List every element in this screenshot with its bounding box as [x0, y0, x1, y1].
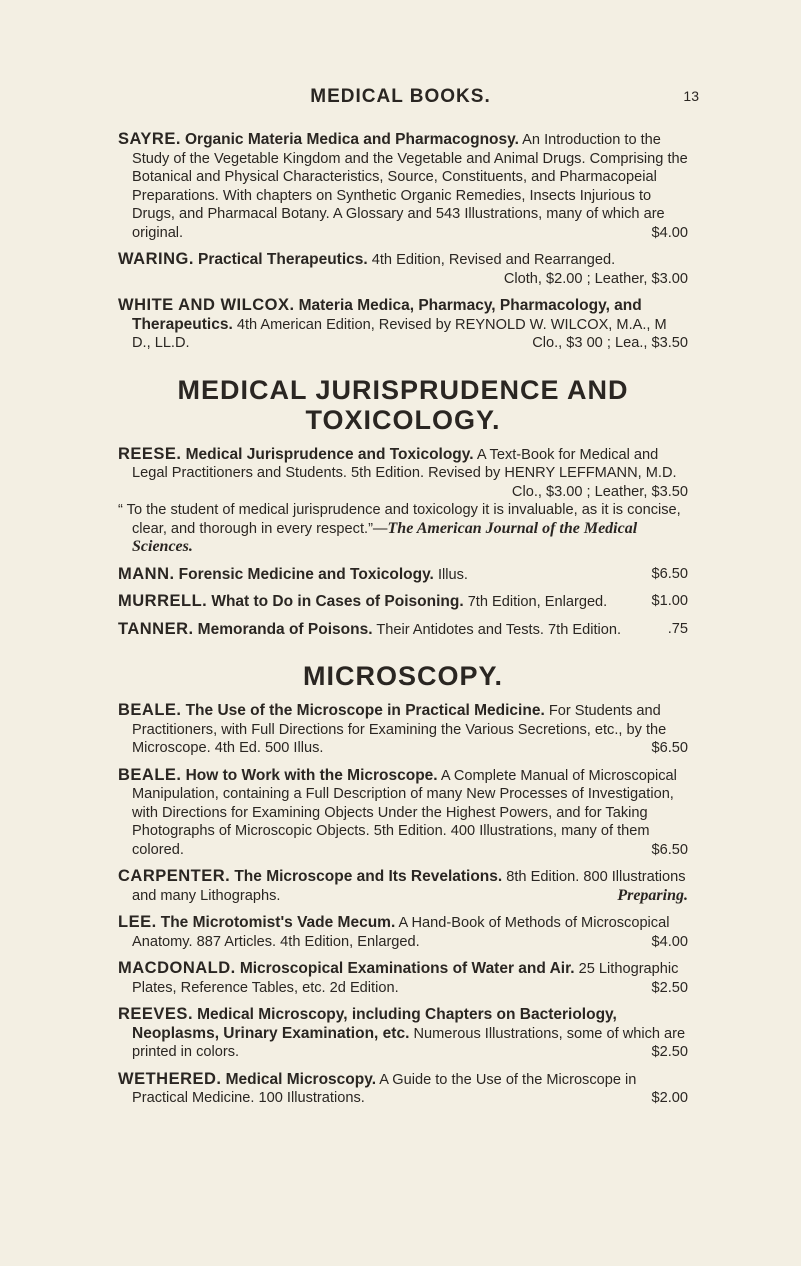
- book-details: Numerous Illustrations, some of which are printed in colors.: [132, 1025, 686, 1060]
- book-price: $2.50: [651, 1044, 688, 1060]
- book-entry: [118, 250, 688, 288]
- book-entry: [118, 913, 688, 951]
- section-heading: MICROSCOPY.: [302, 661, 504, 691]
- running-head: [0, 86, 801, 110]
- book-entry: [118, 130, 688, 242]
- book-details: 4th Edition, Revised and Rearranged.: [371, 252, 616, 268]
- book-title: The Use of the Microscope in Practical Medicine.: [185, 702, 545, 719]
- book-details: A Complete Manual of Microscopical Manipulation, containing a Full Description of many New Processes of Investigation, with Directions for Examining Objects Under the Highest Powers, and for Taking Photographs of Microscopic Objects. 5th Edition. 400 Illustrations, many of them colored.: [132, 767, 677, 858]
- book-price: $6.50: [651, 740, 688, 756]
- book-title: How to Work with the Microscope.: [185, 766, 438, 784]
- book-title: Practical Therapeutics.: [197, 251, 368, 268]
- book-entry: [118, 959, 688, 997]
- book-details: 8th Edition. 800 Illustrations and many Lithographs.: [132, 869, 686, 904]
- catalog-section: [118, 661, 688, 1108]
- book-entry: [118, 766, 688, 860]
- book-details: 25 Lithographic Plates, Reference Tables, etc. 2d Edition.: [132, 961, 679, 996]
- book-entry: [118, 296, 688, 353]
- book-title: Medical Microscopy.: [225, 1070, 377, 1088]
- book-entry: [118, 1005, 688, 1062]
- book-description: [118, 766, 688, 860]
- book-details: A Hand-Book of Methods of Microscopical Anatomy. 887 Articles. 4th Edition, Enlarged.: [132, 915, 670, 950]
- book-description: [118, 296, 688, 353]
- review-quote: [118, 501, 688, 557]
- book-author: BEALE.: [118, 701, 182, 719]
- book-title: Medical Microscopy, including Chapters on Bacteriology, Neoplasms, Urinary Examination, etc.: [132, 1006, 617, 1042]
- book-title: Medical Jurisprudence and Toxicology.: [185, 445, 474, 463]
- book-price: $2.50: [651, 979, 688, 996]
- book-author: WHITE AND WILCOX.: [118, 296, 295, 314]
- book-title: Materia Medica, Pharmacy, Pharmacology, and Therapeutics.: [132, 297, 642, 333]
- book-title: What to Do in Cases of Poisoning.: [211, 593, 464, 610]
- book-details: Their Antidotes and Tests. 7th Edition.: [376, 621, 622, 638]
- book-description: [118, 701, 688, 758]
- book-price: $4.00: [651, 224, 688, 241]
- book-details: Illus.: [437, 566, 468, 583]
- book-author: MURRELL.: [118, 592, 208, 610]
- book-entry: [118, 701, 688, 758]
- book-description: [118, 620, 688, 640]
- book-title: The Microscope and Its Revelations.: [234, 868, 503, 885]
- book-price: $6.50: [651, 565, 688, 582]
- book-entry: [118, 867, 688, 905]
- catalog-content: [118, 130, 688, 1116]
- book-details: 7th Edition, Enlarged.: [467, 594, 608, 610]
- book-description: [118, 565, 688, 585]
- page-number: 13: [683, 88, 699, 104]
- book-description: [118, 445, 688, 502]
- book-price: $2.00: [651, 1090, 688, 1106]
- book-description: [118, 1070, 688, 1108]
- book-entry: [118, 620, 688, 640]
- book-title: Forensic Medicine and Toxicology.: [178, 565, 434, 583]
- book-details: For Students and Practitioners, with Full Directions for Examining the Various Secretions, etc., by the Microscope. 4th Ed. 500 Illus.: [132, 703, 667, 756]
- book-entry: [118, 565, 688, 585]
- book-price: $6.50: [651, 841, 688, 858]
- book-status: Preparing.: [617, 886, 688, 904]
- book-author: SAYRE.: [118, 130, 181, 148]
- book-entry: [118, 592, 688, 612]
- book-title: The Microtomist's Vade Mecum.: [160, 914, 396, 931]
- book-description: [118, 1005, 688, 1062]
- catalog-section: [118, 375, 688, 640]
- book-details: A Text-Book for Medical and Legal Practitioners and Students. 5th Edition. Revised by HENRY LEFFMANN, M.D.: [132, 446, 677, 481]
- book-author: WETHERED.: [118, 1069, 222, 1088]
- book-description: [118, 592, 688, 612]
- book-description: [118, 959, 688, 997]
- book-title: Memoranda of Poisons.: [197, 620, 373, 638]
- book-author: LEE.: [118, 913, 157, 931]
- book-entry: [118, 445, 688, 557]
- book-price: Clo., $3 00 ; Lea., $3.50: [532, 335, 688, 351]
- book-price: .75: [667, 620, 688, 637]
- book-author: REESE.: [118, 444, 182, 463]
- book-price: Clo., $3.00 ; Leather, $3.50: [511, 483, 688, 500]
- book-author: REEVES.: [118, 1005, 194, 1023]
- book-description: [118, 913, 688, 951]
- book-author: MACDONALD.: [118, 959, 236, 977]
- catalog-section: [118, 130, 688, 353]
- book-author: MANN.: [118, 564, 175, 583]
- quote-text: “ To the student of medical jurisprudence and toxicology it is invaluable, as it is concise, clear, and thorough in every respect.”—: [118, 502, 681, 537]
- page-title: MEDICAL BOOKS.: [310, 86, 491, 107]
- book-entry: [118, 1070, 688, 1108]
- book-author: BEALE.: [118, 765, 182, 784]
- quote-source: The American Journal of the Medical Sciences.: [132, 519, 638, 555]
- book-title: Organic Materia Medica and Pharmacognosy.: [184, 131, 519, 148]
- book-author: WARING.: [118, 250, 194, 268]
- book-price: Cloth, $2.00 ; Leather, $3.00: [503, 270, 688, 287]
- book-author: CARPENTER.: [118, 867, 231, 885]
- book-details: An Introduction to the Study of the Vegetable Kingdom and the Vegetable and Animal Drugs. Comprising the Botanical and Physical Characteristics, Source, Constituents, and Pharmacopeial Preparations. With chapters on Synthetic Organic Remedies, Insects Injurious to Drugs, and Pharmacal Botany. A Glossary and 543 Illustrations, many of which are original.: [132, 132, 688, 241]
- book-description: [118, 867, 688, 905]
- book-description: [118, 130, 688, 242]
- book-details: A Guide to the Use of the Microscope in Practical Medicine. 100 Illustrations.: [132, 1071, 637, 1106]
- book-price: $1.00: [651, 593, 688, 609]
- section-heading: MEDICAL JURISPRUDENCE AND TOXICOLOGY.: [177, 374, 629, 435]
- book-description: [118, 250, 688, 288]
- book-author: TANNER.: [118, 619, 194, 638]
- book-title: Microscopical Examinations of Water and Air.: [239, 960, 575, 977]
- book-price: $4.00: [651, 933, 688, 950]
- book-details: 4th American Edition, Revised by REYNOLD W. WILCOX, M.A., M D., LL.D.: [132, 316, 667, 351]
